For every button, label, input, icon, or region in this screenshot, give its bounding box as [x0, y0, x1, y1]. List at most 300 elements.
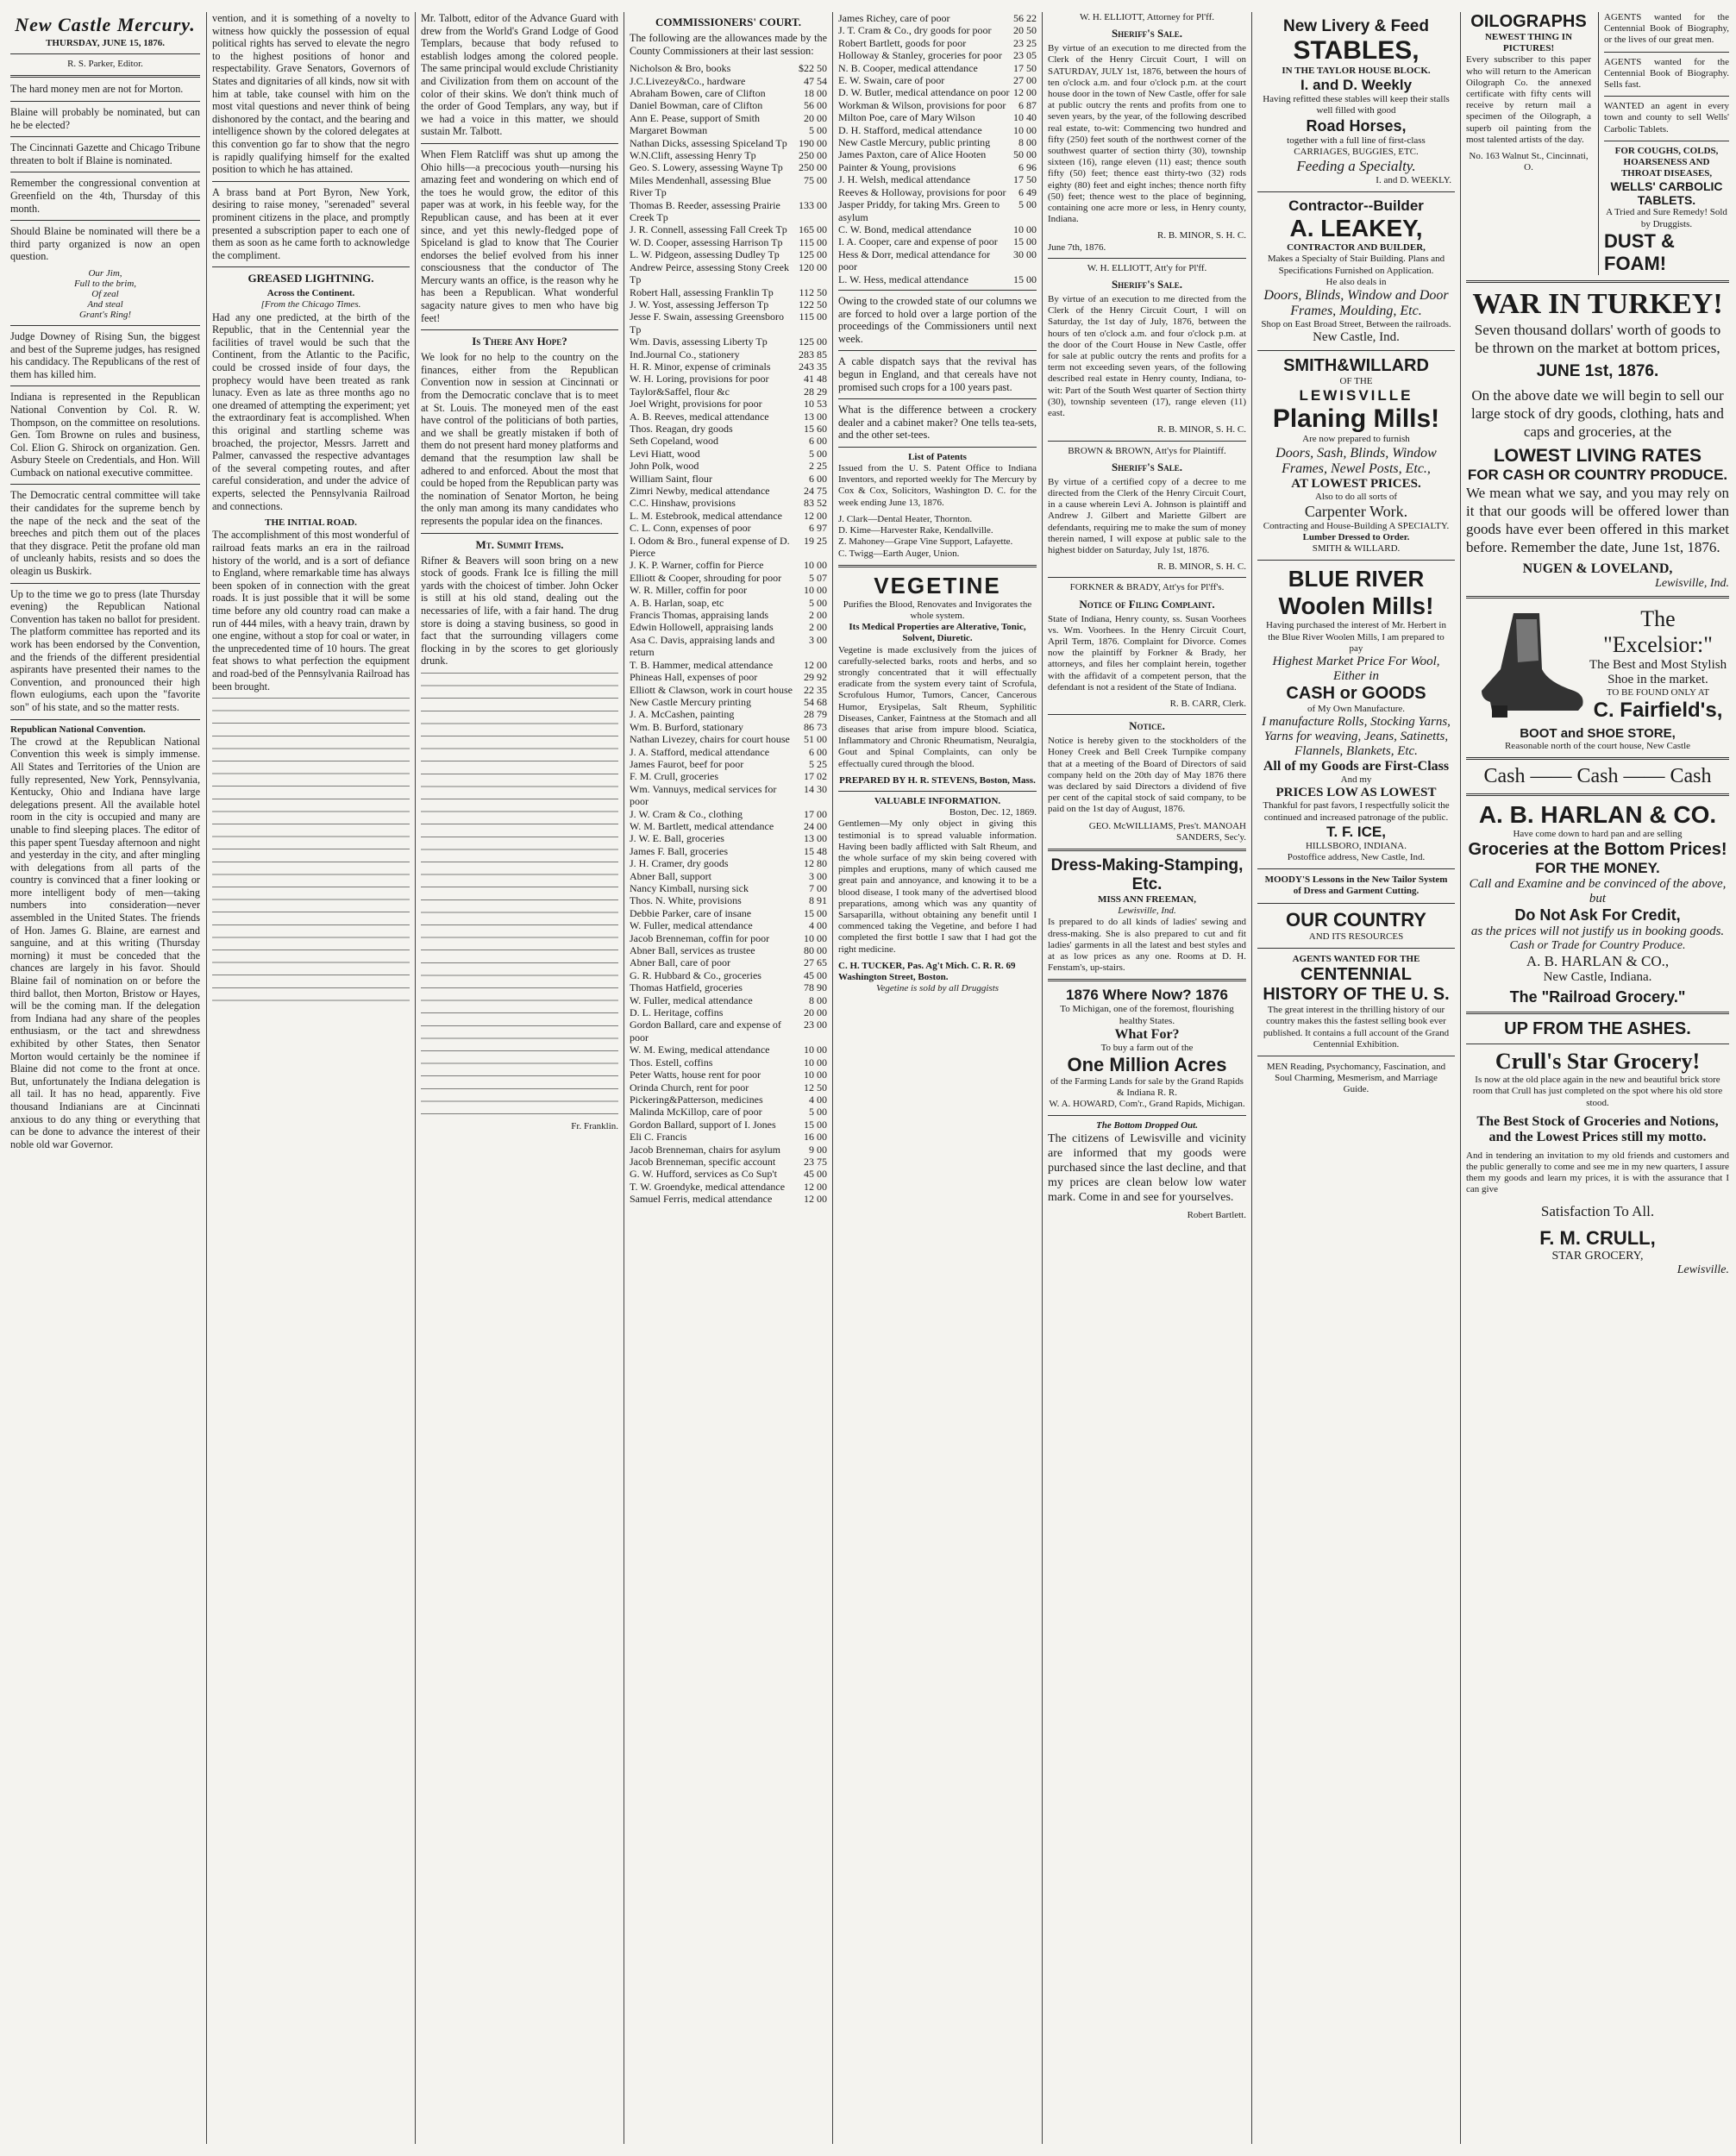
ad-excelsior — [1466, 604, 1729, 726]
livery-loc: IN THE TAYLOR HOUSE BLOCK. — [1282, 66, 1431, 76]
allowance-amount: 10 00 — [804, 931, 827, 944]
million-acres: One Million Acres — [1067, 1054, 1227, 1076]
br-cash: CASH or GOODS — [1286, 684, 1426, 704]
feeding: Feeding a Specialty. — [1296, 158, 1416, 175]
vegetine-subtitle: Its Medical Properties are Alterative, Tonic, Solvent, Diuretic. — [849, 622, 1026, 644]
allowance-amount: 28 79 — [804, 708, 827, 721]
allowance-row — [630, 956, 827, 968]
allowance-row — [630, 62, 827, 74]
news-item: What is the difference between a crockery dealer and a cabinet maker? One tells tea-sets, and the other set-tees. — [838, 404, 1037, 442]
allowance-row — [630, 634, 827, 659]
harlan-title: A. B. HARLAN & CO. — [1478, 801, 1717, 829]
allowance-payee: James Faurot, beef for poor — [630, 757, 744, 770]
allowance-amount: 10 00 — [804, 1044, 827, 1056]
article-subheading: Across the Continent. — [266, 288, 355, 299]
allowance-payee: New Castle Mercury printing — [630, 695, 751, 708]
allowance-amount: 45 00 — [804, 968, 827, 981]
allowance-amount: 12 80 — [804, 857, 827, 870]
wells: WELLS' CARBOLIC TABLETS. — [1610, 179, 1723, 208]
continued-text — [421, 673, 618, 1121]
allowance-row — [630, 535, 827, 560]
sw-of: OF THE — [1339, 376, 1373, 387]
allowance-amount: 5 00 — [809, 1106, 827, 1119]
allowance-row — [630, 870, 827, 882]
allowance-payee: Debbie Parker, care of insane — [630, 906, 752, 919]
ad-leakey — [1257, 192, 1455, 351]
allowance-amount: 10 40 — [1013, 111, 1037, 124]
allowance-amount: 15 60 — [804, 422, 827, 435]
allowance-amount: 12 50 — [804, 1081, 827, 1094]
allowance-payee: Joel Wright, provisions for poor — [630, 398, 762, 411]
column-rule — [206, 12, 207, 2144]
article-body: When Flem Ratcliff was shut up among the Ohio hills—a precocious youth—nursing his amazing feet and wondering on which end of the toes he would grow, the editor of this paper was at work, in his feeble way, for the Republican cause, and has been at it ever since, and yet this newly-fledged pope of Spiceland is glad to know that The Courier endorses the belief evolved from his inner consciousness that the conductor of The Mercury wants an office, is the reason why he has been a Republican. What wonderful sagacity nature gives to men who have big feet! — [421, 147, 618, 324]
allowance-row — [630, 1168, 827, 1180]
masthead-dateline: THURSDAY, JUNE 15, 1876. — [46, 38, 165, 48]
where-title: 1876 Where Now? 1876 — [1065, 987, 1229, 1004]
news-item: A cable dispatch says that the revival has begun in England, and that cereals have not promised such crops for a 100 years past. — [838, 355, 1037, 393]
centennial-title: CENTENNIAL HISTORY OF THE U. S. — [1263, 965, 1450, 1005]
allowance-amount: 51 00 — [804, 733, 827, 746]
allowance-amount: 6 00 — [809, 472, 827, 485]
column-5 — [838, 12, 1037, 2144]
allowance-row — [630, 932, 827, 944]
livery-body: Having refitted these stables will keep their stalls well filled with good — [1263, 94, 1450, 116]
allowance-row — [630, 1094, 827, 1106]
moody-title: MOODY'S Lessons in the New Tailor System of Dress and Garment Cutting. — [1264, 874, 1448, 897]
allowance-row — [630, 820, 827, 832]
reading-body: MEN Reading, Psychomancy, Fascination, and Soul Charming, Mesmerism, and Marriage Guide. — [1266, 1061, 1446, 1095]
allowance-payee: J.C.Livezey&Co., hardware — [630, 74, 746, 87]
allowance-row — [630, 969, 827, 981]
allowance-row — [838, 24, 1037, 36]
allowance-row — [630, 261, 827, 286]
allowance-row — [630, 310, 827, 335]
drop-body: The citizens of Lewisville and vicinity are informed that my goods were purchased since the last decline, and that my prices are clean below low water mark. Come in and see for yourselves. — [1048, 1131, 1246, 1204]
drop-sign: Robert Bartlett. — [1187, 1209, 1246, 1220]
allowance-row — [838, 86, 1037, 98]
allowance-payee: Painter & Young, provisions — [838, 160, 956, 173]
allowance-amount: 3 00 — [809, 633, 827, 646]
allowance-payee: Miles Mendenhall, assessing Blue River Tp — [630, 173, 771, 199]
excelsior-body: The Best and Most Stylish Shoe in the market. — [1589, 658, 1727, 687]
allowance-row — [630, 149, 827, 161]
allowance-row — [630, 783, 827, 808]
legal-title: Sheriff's Sale. — [1111, 278, 1183, 291]
allowance-row — [630, 1156, 827, 1168]
allowance-row — [630, 597, 827, 609]
column-rule — [1460, 12, 1461, 2144]
allowance-row — [630, 944, 827, 956]
notice-body: Notice is hereby given to the stockholders of the Honey Creek and Bell Creek Turnpike company that at a meeting of the Board of Directors of said company held on the 20th day of May 1876 there was declared by said Directors a dividend of five per cent of the capital stock of said company, to be paid on the 1st day of August, 1876. — [1048, 736, 1246, 815]
allowance-amount: 12 00 — [804, 658, 827, 671]
allowance-payee: J. R. Connell, assessing Fall Creek Tp — [630, 223, 787, 236]
dress-town: Lewisville, Ind. — [1118, 906, 1176, 917]
article-body: A brass band at Port Byron, New York, desiring to raise money, "serenaded" several prominent citizens in the place, and promptly presented a subscription paper to each one of them as soon as he came forth to acknowledge the compliment. — [212, 185, 410, 261]
legal-title: Notice of Filing Complaint. — [1079, 597, 1215, 611]
news-item: Judge Downey of Rising Sun, the biggest and best of the Supreme judges, has resigned his candidacy. The Republicans of the rest of them has killed him. — [10, 329, 200, 380]
allowance-row — [630, 721, 827, 733]
news-item: The Democratic central committee will take their candidates for the supreme bench by the nape of the neck and the seat of the breeches and pitch them out of the places that they disgrace. Petit the profane old man of uncleanly habits, resists and so does the oleagin us Buskirk. — [10, 489, 200, 578]
allowance-payee: Ann E. Pease, support of Smith — [630, 111, 760, 124]
valuable-body: Gentlemen—My only object in giving this testimonial is to spread valuable information. Having been badly afflicted with Salt Rheum, and the whole surface of my skin being covered with pimples and eruptions, many of which caused me great pain and annoyance, and knowing it to be a blood disease, I took many of the advertised blood preparations, among which was any quantity of Sarsaparilla, without obtaining any benefit until I commenced taking the Vegetine, and before I had completed the first bottle I saw that I had got the right medicine. — [838, 818, 1037, 955]
allowance-row — [630, 621, 827, 633]
oleo-title: OILOGRAPHS — [1470, 12, 1587, 31]
allowance-payee: Thomas B. Reeder, assessing Prairie Creek Tp — [630, 198, 780, 224]
allowance-amount: 27 65 — [804, 956, 827, 969]
war-body-3: We mean what we say, and you may rely on it that our goods will be offered lower than goods have ever been offered in this market before. Remember the date, June 1st, 1876. — [1466, 484, 1729, 555]
allowance-amount: 10 00 — [804, 1056, 827, 1069]
news-item: Blaine will probably be nominated, but can he be elected? — [10, 106, 200, 131]
allowance-row — [630, 1181, 827, 1193]
oleo-addr: No. 163 Walnut St., Cincinnati, O. — [1469, 151, 1589, 173]
sw-also: Also to do all sorts of — [1314, 491, 1398, 502]
news-item: The hard money men are not for Morton. — [10, 83, 184, 96]
allowance-row — [838, 186, 1037, 198]
war-body-2: On the above date we will begin to sell our large stock of dry goods, clothing, hats and caps and groceries, at the — [1471, 386, 1724, 440]
allowance-row — [630, 385, 827, 398]
allowance-row — [630, 832, 827, 844]
allowance-row — [838, 248, 1037, 273]
allowance-amount: 13 00 — [804, 832, 827, 845]
allowance-row — [630, 559, 827, 571]
allowance-payee: Taylor&Saffel, flour &c — [630, 385, 730, 398]
allowance-amount: $22 50 — [799, 62, 827, 75]
allowance-amount: 2 25 — [809, 460, 827, 473]
allowance-payee: W.N.Clift, assessing Henry Tp — [630, 149, 756, 162]
allowance-row — [630, 174, 827, 199]
allowance-row — [630, 298, 827, 310]
allowance-amount: 6 00 — [809, 745, 827, 758]
allowance-row — [630, 510, 827, 522]
excelsior-found: TO BE FOUND ONLY AT — [1606, 687, 1710, 699]
article-subheading: THE INITIAL ROAD. — [265, 517, 357, 529]
contractor-title: Contractor--Builder — [1288, 197, 1424, 215]
column-7 — [1257, 12, 1455, 2144]
allowance-row — [630, 1018, 827, 1044]
allowance-payee: J. W. Cram & Co., clothing — [630, 807, 743, 820]
patents-heading: List of Patents — [908, 451, 967, 462]
allowance-amount: 45 00 — [804, 1168, 827, 1181]
allowance-payee: Nathan Dicks, assessing Spiceland Tp — [630, 136, 787, 149]
column-4 — [630, 12, 827, 2144]
leakey-body: Makes a Specialty of Stair Building. Plans and Specifications Furnished on Application. — [1267, 254, 1445, 276]
allowance-payee: Wm. Davis, assessing Liberty Tp — [630, 335, 768, 348]
allowance-payee: W. H. Loring, provisions for poor — [630, 373, 769, 385]
article-body: Rifner & Beavers will soon bring on a new stock of goods. Frank Ice is filling the mill yards with the choicest of timber. John Ocker is still at his old stand, dealing out the necessaries of life, with a fair hand. The drug store is doing a staving business, so good in fact that the surrounding villagers come flocking in by the scores to get gloriously drunk. — [421, 554, 618, 667]
allowance-amount: 56 00 — [804, 99, 827, 112]
allowance-row — [630, 348, 827, 360]
allowance-payee: Asa C. Davis, appraising lands and return — [630, 633, 775, 659]
allowance-row — [630, 1056, 827, 1069]
article-body: Had any one predicted, at the birth of the Republic, that in the Centennial year the facilities of travel would be such that the Continent, from the Atlantic to the Pacific, could be crossed inside of four days, the prophecy would have been treated as rank lunacy. Even as late as three months ago no one dreamed of attempting the experiment; yet the extraordinary feat is accomplished. When this original and startling scheme was broached, the projector, Messrs. Jarrett and Palmer, canvassed the respective advantages of the several competing routes, and after careful consideration, and under the advice of experts, selected the Pennsylvania Railroad and connections. — [212, 310, 410, 512]
allowance-row — [630, 671, 827, 683]
allowance-amount: 2 00 — [809, 609, 827, 622]
allowance-amount: 243 35 — [799, 360, 827, 373]
allowance-payee: Thos. N. White, provisions — [630, 894, 742, 907]
top-ads — [1466, 12, 1729, 275]
br-sign: T. F. ICE, — [1326, 823, 1386, 840]
allowance-row — [630, 733, 827, 745]
legal-title: Sheriff's Sale. — [1111, 27, 1183, 41]
allowance-row — [630, 423, 827, 435]
allowance-row — [838, 173, 1037, 185]
allowance-amount: 125 00 — [799, 335, 827, 348]
allowance-amount: 12 00 — [1013, 86, 1037, 99]
livery-title-2: STABLES, — [1293, 36, 1420, 65]
legal-body: By virtue of a certified copy of a decree to me directed from the Clerk of the Henry Circuit Court, in a cause wherein Levi A. Johnson is plaintiff and Andrew J. Gilbert and Mariette Gilbert are defendants, requiring me to make the sum of money therein named, I will expose at public sale to the highest bidder on Saturday, July 1st, 1876. — [1048, 476, 1246, 555]
crull-body-2: And in tendering an invitation to my old friends and customers and the public generally to come and see me in my new quarters, I assure them my goods and learn my prices, it is with the assurance that I can give — [1466, 1150, 1729, 1195]
allowance-amount: 20 00 — [804, 111, 827, 124]
legal-attorney: FORKNER & BRADY, Att'ys for Pl'ff's. — [1069, 582, 1225, 593]
patents-intro: Issued from the U. S. Patent Office to Indiana Inventors, and reported weekly for The Mercury by Cox & Cox, Solicitors, Washington D. C. for the week ending June 13, 1876. — [838, 463, 1037, 508]
verse: Our Jim, Full to the brim, Of zeal And steal Grant's Ring! — [73, 267, 137, 320]
column-6 — [1048, 12, 1246, 2144]
allowance-amount: 4 00 — [809, 919, 827, 932]
column-3 — [421, 12, 618, 2144]
acres-sub: of the Farming Lands for sale by the Grand Rapids & Indiana R. R. — [1050, 1076, 1244, 1099]
allowance-payee: L. W. Pidgeon, assessing Dudley Tp — [630, 248, 780, 261]
allowance-amount: 4 00 — [809, 1093, 827, 1106]
leakey-town: New Castle, Ind. — [1313, 330, 1400, 345]
allowance-row — [838, 74, 1037, 86]
allowance-payee: C.C. Hinshaw, provisions — [630, 497, 736, 510]
allowance-payee: Robert Hall, assessing Franklin Tp — [630, 285, 774, 298]
allowance-payee: T. W. Groendyke, medical attendance — [630, 1180, 786, 1193]
centennial-body: The great interest in the thrilling history of our country makes this the fastest selling book ever published. It contains a full account of the Grand Centennial Exhibition. — [1263, 1005, 1450, 1050]
allowance-row — [630, 248, 827, 260]
ad-harlan — [1466, 801, 1729, 1006]
allowance-payee: Jacob Brenneman, specific account — [630, 1155, 776, 1168]
valuable-sign: C. H. TUCKER, Pas. Ag't Mich. C. R. R. 69 Washington Street, Boston. — [838, 960, 1016, 982]
column-rule — [1251, 12, 1252, 2144]
column-2 — [212, 12, 410, 2144]
column-1 — [10, 12, 200, 2144]
allowance-amount: 23 75 — [804, 1155, 827, 1168]
allowance-row — [630, 75, 827, 87]
crull-best: The Best Stock of Groceries and Notions, and the Lowest Prices still my motto. — [1476, 1113, 1719, 1144]
allowance-row — [630, 137, 827, 149]
news-item: Indiana is represented in the Republican National Convention by Col. R. W. Thompson, on the committee on resolutions. Gen. Tom Browne on rules and business, Col. Elion G. Shirock on organization. Gen. Asbury Steele on Credentials, and Hon. Will Cumback on national executive committee. — [10, 391, 200, 479]
br-loc: HILLSBORO, INDIANA. — [1305, 840, 1407, 851]
allowance-row — [630, 758, 827, 770]
allowance-amount: 5 00 — [1018, 198, 1037, 211]
allowance-amount: 17 00 — [804, 807, 827, 820]
war-body: Seven thousand dollars' worth of goods to be thrown on the market at bottom prices, — [1474, 321, 1721, 356]
allowance-payee: Jacob Brenneman, chairs for asylum — [630, 1143, 780, 1156]
allowance-payee: James Richey, care of poor — [838, 12, 950, 24]
allowance-payee: Edwin Hollowell, appraising lands — [630, 621, 774, 634]
article-body: We look for no help to the country on the finances, either from the Republican Convention now in session at Cincinnati or from the Democratic conclave that is to meet at St. Louis. The moneyed men of the east have control of the politicians of both parties, and we shall be greatly mistaken if both of them do not present hard money platforms and demand that the resumption law shall be adhered to and enforced. About the most that could be hoped from the Republican party was the nomination of Senator Morton, he being the only man among its many candidates who represents the popular idea on the finances. — [421, 351, 618, 527]
excelsior-addr: Reasonable north of the court house, New Castle — [1504, 740, 1691, 751]
allowance-payee: Orinda Church, rent for poor — [630, 1081, 749, 1094]
allowance-payee: C. L. Conn, expenses of poor — [630, 522, 751, 535]
allowance-amount: 23 25 — [1013, 36, 1037, 49]
allowance-amount: 41 48 — [804, 373, 827, 385]
allowance-amount: 12 00 — [804, 509, 827, 522]
sw-town: LEWISVILLE — [1299, 387, 1413, 404]
legal-date: June 7th, 1876. — [1048, 241, 1106, 253]
article-heading: Republican National Convention. — [10, 724, 146, 735]
allowance-payee: J. W. E. Ball, groceries — [630, 832, 724, 845]
allowance-amount: 15 48 — [804, 844, 827, 857]
allowance-row — [630, 99, 827, 111]
allowance-payee: Andrew Peirce, assessing Stony Creek Tp — [630, 260, 789, 286]
allowance-amount: 10 00 — [1013, 123, 1037, 136]
sw-carp: Carpenter Work. — [1304, 502, 1408, 520]
allowance-amount: 50 00 — [1013, 148, 1037, 161]
allowance-row — [630, 882, 827, 894]
dress-name: MISS ANN FREEMAN, — [1098, 893, 1196, 905]
ad-smith-willard — [1257, 351, 1455, 561]
allowance-amount: 15 00 — [804, 906, 827, 919]
allowance-row — [838, 37, 1037, 49]
legal-title: Sheriff's Sale. — [1111, 460, 1183, 473]
war-lowest: LOWEST LIVING RATES — [1493, 445, 1702, 466]
allowance-payee: Jesse F. Swain, assessing Greensboro Tp — [630, 310, 785, 335]
allowance-row — [838, 273, 1037, 285]
allowance-row — [630, 919, 827, 931]
allowance-amount: 86 73 — [804, 720, 827, 733]
allowance-amount: 14 30 — [804, 782, 827, 795]
allowance-amount: 75 00 — [804, 173, 827, 186]
allowance-row — [630, 746, 827, 758]
oleo-body: Every subscriber to this paper who will return to the American Oilograph Co. the annexed certificate with fifty cents will receive by return mail a specimen of the Oilograph, a superb oil painting from the most talented artists of the day. — [1466, 54, 1591, 145]
allowance-payee: J. A. McCashen, painting — [630, 708, 735, 721]
allowance-row — [838, 62, 1037, 74]
patent-item: D. Kime—Harvester Rake, Kendallville. — [838, 525, 993, 536]
allowance-amount: 190 00 — [799, 136, 827, 149]
news-item: Remember the congressional convention at Greenfield on the 4th, Thursday of this month. — [10, 177, 200, 215]
allowance-amount: 24 00 — [804, 819, 827, 832]
allowance-payee: G. R. Hubbard & Co., groceries — [630, 968, 761, 981]
allowance-payee: W. M. Ewing, medical attendance — [630, 1044, 770, 1056]
allowance-payee: W. R. Miller, coffin for poor — [630, 584, 748, 597]
crull-body: Is now at the old place again in the new and beautiful brick store room that Crull has just completed on the spot where his old store stood. — [1472, 1075, 1723, 1108]
allowance-payee: Jasper Priddy, for taking Mrs. Green to asylum — [838, 198, 1000, 223]
allowance-payee: Samuel Ferris, medical attendance — [630, 1193, 773, 1206]
allowance-payee: Hess & Dorr, medical attendance for poor — [838, 248, 991, 273]
allowance-row — [630, 112, 827, 124]
legal-attorney: W. H. ELLIOTT, Att'y for Pl'ff. — [1087, 262, 1207, 273]
harlan-groceries: Groceries at the Bottom Prices! — [1468, 840, 1727, 860]
allowance-payee: Nathan Livezey, chairs for court house — [630, 733, 790, 746]
allowance-amount: 7 00 — [809, 882, 827, 894]
allowance-row — [630, 199, 827, 224]
legal-sign: R. B. CARR, Clerk. — [1169, 698, 1246, 709]
allowance-row — [838, 161, 1037, 173]
allowance-row — [630, 373, 827, 385]
vegetine-title: VEGETINE — [874, 572, 1001, 599]
livery-body-2: together with a full line of first-class CARRIAGES, BUGGIES, ETC. — [1287, 135, 1426, 157]
allowance-payee: William Saint, flour — [630, 472, 712, 485]
allowance-payee: W. M. Bartlett, medical attendance — [630, 819, 774, 832]
allowance-amount: 16 00 — [804, 1131, 827, 1144]
harlan-sign: A. B. HARLAN & CO., — [1526, 953, 1670, 970]
allowance-row — [630, 161, 827, 173]
allowance-amount: 78 90 — [804, 981, 827, 994]
br-thanks: Thankful for past favors, I respectfully solicit the continued and increased patronage of the public. — [1263, 800, 1450, 823]
allowance-payee: New Castle Mercury, public printing — [838, 136, 991, 149]
patent-item: C. Twigg—Earth Auger, Union. — [838, 548, 960, 559]
allowance-amount: 23 05 — [1013, 49, 1037, 62]
allowance-amount: 20 50 — [1013, 24, 1037, 37]
allowance-row — [630, 708, 827, 720]
article-source: [From the Chicago Times. — [260, 299, 361, 310]
cash-banner: Cash —— Cash —— Cash — [1483, 765, 1712, 788]
allowance-row — [838, 148, 1037, 160]
allowance-amount: 6 00 — [809, 435, 827, 448]
allowance-amount: 15 00 — [1013, 235, 1037, 248]
allowance-amount: 17 50 — [1013, 61, 1037, 74]
allowance-amount: 8 00 — [809, 993, 827, 1006]
sw-name: SMITH&WILLARD — [1283, 356, 1429, 376]
article-body: vention, and it is something of a novelty to witness how quickly the possession of equal political rights has served to elevate the negro to the highest positions of honor and respectability. Grave Senators, Governors of States and dignitaries of all kinds, now sit with him at table, take counsel with him on the most vital questions and never think of being dishonored by the contact, and the bearing and intelligence shown by the colored delegates at this convention go far to show that the negro is rapidly qualifying himself for the exalted position to which he has attained. — [212, 12, 410, 176]
allowance-row — [630, 584, 827, 596]
allowance-payee: Nicholson & Bro, books — [630, 62, 731, 75]
allowance-payee: E. W. Swain, care of poor — [838, 74, 945, 87]
allowance-amount: 250 00 — [799, 149, 827, 162]
allowance-row — [630, 572, 827, 584]
masthead-editor: R. S. Parker, Editor. — [67, 59, 143, 70]
legal-body: By virtue of an execution to me directed from the Clerk of the Henry Circuit Court, I will on Saturday, the 1st day of July, 1876, between the hours of ten o'clock a.m. and four o'clock p.m. at the door of the Court House in New Castle, offer for sale at public outcry the rents and profits for a term not exceeding seven years, of the following described real estate in Henry county, Indiana, to-wit: Part of the South West quarter of Section thirty (30), township seventeen (17), range eleven (11) east. — [1048, 294, 1246, 419]
ad-centennial — [1257, 949, 1455, 1056]
article-heading: Is There Any Hope? — [472, 335, 567, 348]
war-date: JUNE 1st, 1876. — [1536, 361, 1659, 380]
legal-body: State of Indiana, Henry county, ss. Susan Voorhees vs. Wm. Voorhees. In the Henry Circuit Court, April Term, 1876. Complaint for Divorce. Comes now the plaintiff by Forkner & Brady, her attorneys, and files her complaint herein, together with the affidavit of a competent person, that the defendant is not a resident of the State of Indiana. — [1048, 613, 1246, 693]
harlan-credit: Do Not Ask For Credit, — [1514, 906, 1681, 924]
allowance-amount: 10 53 — [804, 398, 827, 411]
allowance-amount: 12 00 — [804, 1193, 827, 1206]
news-item: Up to the time we go to press (late Thursday evening) the Republican National Convention has taken no ballot for president. The platform committee has reported and its work has been endorsed by the Convention, and the friends of the different presidential aspirants have presented their names to the Convention, and pronounced their high flown eulogiums, each upon the "favorite son" of his state, and so the matter rests. — [10, 587, 200, 713]
allowance-payee: Margaret Bowman — [630, 124, 708, 137]
allowance-row — [630, 1144, 827, 1156]
column-rule — [1042, 12, 1043, 2144]
article-heading: COMMISSIONERS' COURT. — [655, 16, 802, 28]
vegetine-body: Vegetine is made exclusively from the juices of carefully-selected barks, roots and herbs, and so strongly concentrated that it will effectually eradicate from the system every taint of Scrofula, Scrofulous Humor, Tumors, Cancer, Cancerous Humor, Erysipelas, Salt Rheum, Syphilitic Diseases, Canker, Faintness at the Stomach and all diseases that arise from impure blood. Sciatica, Inflammatory and Chronic Rheumatism, Neuralgia, Gout and Spinal Complaints, can only be effectually cured through the blood. — [838, 644, 1037, 769]
allowance-payee: L. W. Hess, medical attendance — [838, 273, 968, 285]
allowance-payee: Malinda McKillop, care of poor — [630, 1106, 762, 1119]
allowance-payee: H. R. Minor, expense of criminals — [630, 360, 771, 373]
allowance-row — [838, 136, 1037, 148]
leakey-shop: Shop on East Broad Street, Between the railroads. — [1261, 319, 1451, 330]
allowance-payee: Gordon Ballard, support of I. Jones — [630, 1118, 776, 1131]
allowance-payee: J. H. Cramer, dry goods — [630, 857, 729, 870]
allowance-amount: 122 50 — [799, 298, 827, 310]
dress-body: Is prepared to do all kinds of ladies' sewing and dress-making. She is also prepared to cut and fit ladies' garments in all the latest and best styles and at as low prices as any one. Rooms at D. H. Fenstam's, up-stairs. — [1048, 917, 1246, 974]
livery-owner: I. and D. Weekly — [1300, 77, 1413, 94]
br-title: BLUE RIVER — [1288, 566, 1425, 592]
allowance-payee: C. W. Bond, medical attendance — [838, 222, 972, 235]
livery-sign: I. and D. WEEKLY. — [1376, 175, 1451, 186]
ad-war-in-turkey — [1466, 288, 1729, 591]
allowance-payee: Jacob Brenneman, coffin for poor — [630, 931, 770, 944]
allowance-row — [838, 12, 1037, 24]
allowance-amount: 19 25 — [804, 534, 827, 547]
ad-moody — [1257, 869, 1455, 903]
allowance-amount: 5 00 — [809, 596, 827, 609]
allowance-row — [630, 845, 827, 857]
allowance-amount: 2 00 — [809, 621, 827, 634]
allowance-payee: Wm. Vannuys, medical services for poor — [630, 782, 777, 808]
allowance-payee: Milton Poe, care of Mary Wilson — [838, 111, 975, 124]
allowance-row — [630, 1006, 827, 1018]
allowance-payee: D. W. Butler, medical attendance on poor — [838, 86, 1010, 99]
leakey-deals: He also deals in — [1326, 276, 1387, 287]
ad-blue-river — [1257, 561, 1455, 869]
allowance-amount: 18 00 — [804, 87, 827, 99]
harlan-rr: The "Railroad Grocery." — [1509, 988, 1686, 1006]
agents-2: AGENTS wanted for the Centennial Book of Biography. Sells fast. — [1604, 56, 1729, 91]
